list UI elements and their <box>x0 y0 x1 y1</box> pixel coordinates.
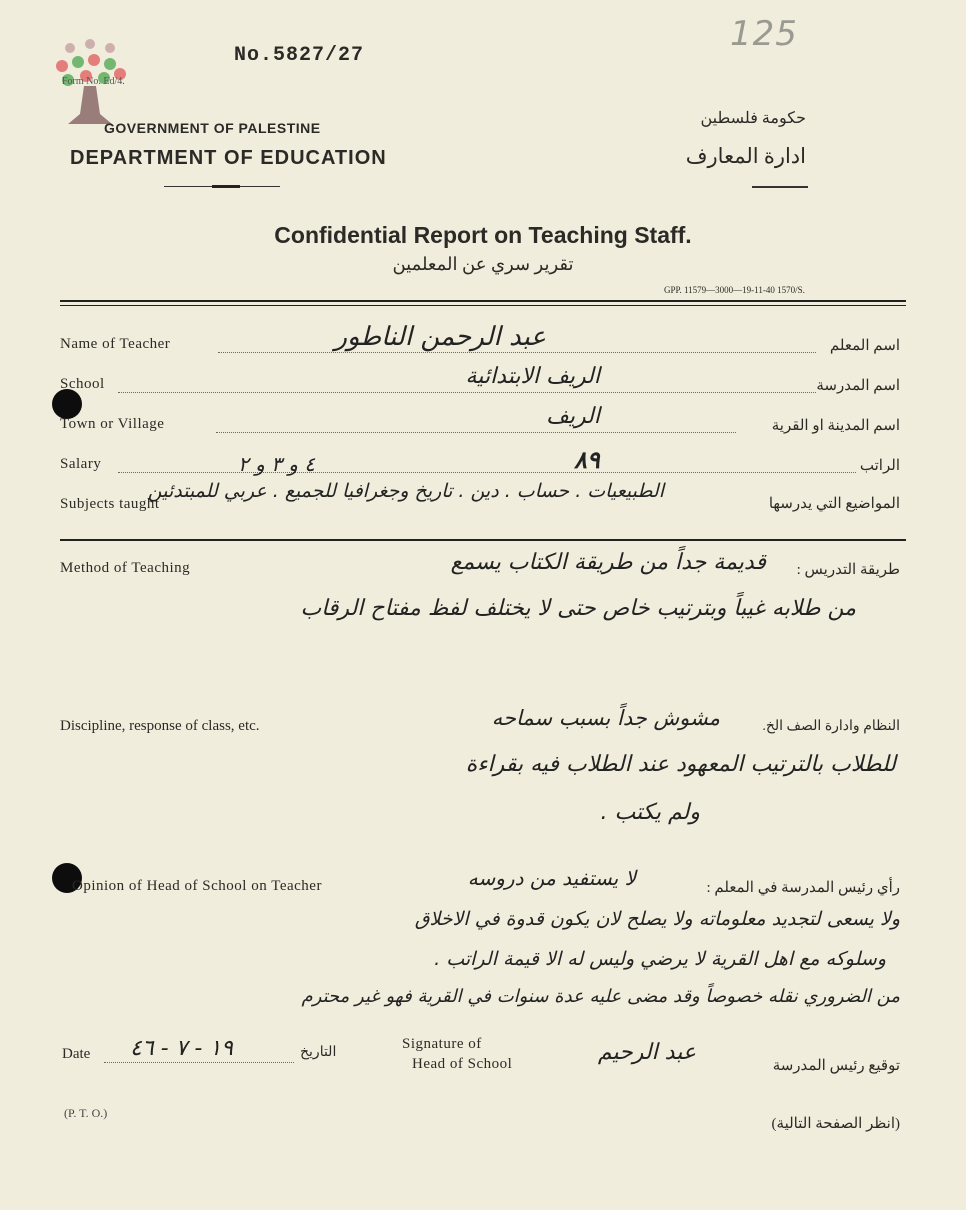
town-value: الريف <box>546 404 600 429</box>
subjects-value: الطبيعيات . حساب . دين . تاريخ وجغرافيا للجميع . عربي للمبتدئين <box>147 480 664 502</box>
date-dotted-line <box>104 1062 294 1063</box>
school-value: الريف الابتدائية <box>465 364 600 389</box>
print-code: GPP. 11579—3000—19-11-40 1570/S. <box>664 285 805 295</box>
date-label-ar: التاريخ <box>300 1045 337 1060</box>
opinion-line-2: ولا يسعى لتجديد معلوماته ولا يصلح لان يكون قدوة في الاخلاق <box>414 908 900 930</box>
opinion-line-3: وسلوكه مع اهل القرية لا يرضي وليس له الا قيمة الراتب . <box>434 948 886 970</box>
form-number: No.5827/27 <box>234 44 365 67</box>
department-title-ar: ادارة المعارف <box>685 144 806 168</box>
name-label-en: Name of Teacher <box>60 336 171 352</box>
top-double-rule-2 <box>60 305 906 306</box>
mid-rule <box>60 539 906 541</box>
signature-label-en-line2: Head of School <box>412 1056 513 1072</box>
method-line-2: من طلابه غيباً وبترتيب خاص حتى لا يختلف لفظ مفتاح الرقاب <box>300 596 856 621</box>
punch-hole-top <box>52 389 82 419</box>
signature-label-en-line1: Signature of <box>402 1036 482 1052</box>
discipline-line-3: ولم يكتب . <box>600 800 700 825</box>
department-title-en: DEPARTMENT OF EDUCATION <box>70 147 387 169</box>
discipline-label-ar: النظام وادارة الصف الخ. <box>762 719 900 734</box>
top-double-rule-1 <box>60 300 906 302</box>
signature-value: عبد الرحيم <box>597 1040 696 1065</box>
opinion-label-en: Opinion of Head of School on Teacher <box>72 878 322 894</box>
pto-en: (P. T. O.) <box>64 1106 108 1120</box>
header-rule-left-mark <box>212 185 240 188</box>
town-label-ar: اسم المدينة او القرية <box>771 418 900 434</box>
discipline-line-2: للطلاب بالترتيب المعهود عند الطلاب فيه بقراءة <box>465 752 896 777</box>
subjects-label-ar: المواضيع التي يدرسها <box>768 496 900 512</box>
opinion-line-4: من الضروري نقله خصوصاً وقد مضى عليه عدة سنوات في القرية فهو غير محترم <box>301 986 900 1007</box>
method-line-1: قديمة جداً من طريقة الكتاب يسمع <box>450 550 766 575</box>
salary-value: ٨٩ <box>574 446 600 474</box>
subjects-label-en: Subjects taught <box>60 496 160 512</box>
method-label-ar: طريقة التدريس : <box>796 562 900 578</box>
method-label-en: Method of Teaching <box>60 560 191 576</box>
government-title-en: GOVERNMENT OF PALESTINE <box>104 120 321 136</box>
date-value: ١٩ - ٧ - ٤٦ <box>130 1036 233 1061</box>
form-reference: Form No. Ed/4. <box>62 76 125 87</box>
salary-label-en: Salary <box>60 456 102 472</box>
school-label-ar: اسم المدرسة <box>816 378 900 394</box>
header-rule-right <box>752 186 808 188</box>
salary-label-ar: الراتب <box>859 458 900 474</box>
name-value: عبد الرحمن الناطور <box>334 322 546 352</box>
name-label-ar: اسم المعلم <box>829 338 900 354</box>
page-number: 125 <box>730 14 798 54</box>
school-dotted-line <box>118 392 816 393</box>
town-dotted-line <box>216 432 736 433</box>
salary-note: ٤ و ٣ و ٢ <box>238 452 315 476</box>
pto-ar: (انظر الصفحة التالية) <box>771 1116 900 1132</box>
discipline-line-1: مشوش جداً بسبب سماحه <box>491 706 720 730</box>
signature-label-ar: توقيع رئيس المدرسة <box>772 1058 900 1074</box>
name-dotted-line <box>218 352 816 353</box>
opinion-line-1: لا يستفيد من دروسه <box>467 866 636 890</box>
opinion-label-ar: رأي رئيس المدرسة في المعلم : <box>706 880 900 896</box>
government-title-ar: حكومة فلسطين <box>700 110 806 127</box>
report-title-en: Confidential Report on Teaching Staff. <box>274 222 692 248</box>
school-label-en: School <box>60 376 105 392</box>
date-label-en: Date <box>62 1046 91 1062</box>
town-label-en: Town or Village <box>60 416 165 432</box>
discipline-label-en: Discipline, response of class, etc. <box>60 718 260 734</box>
salary-dotted-line <box>118 472 856 473</box>
report-title-ar: تقرير سري عن المعلمين <box>392 254 574 274</box>
